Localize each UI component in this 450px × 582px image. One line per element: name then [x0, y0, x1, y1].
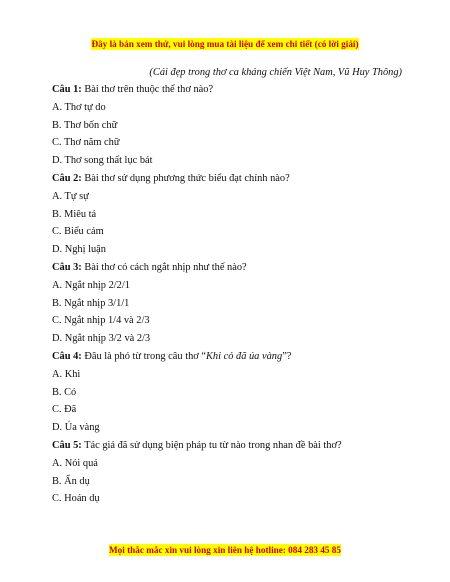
question-3	[52, 259, 412, 277]
preview-notice-banner	[0, 39, 450, 49]
question-text-after: ”?	[282, 350, 292, 362]
question-text-before: Đâu là phó từ trong câu thơ “	[84, 350, 206, 362]
question-text: Bài thơ sử dụng phương thức biểu đạt chính nào?	[84, 172, 290, 184]
question-4	[52, 348, 412, 366]
question-2	[52, 170, 412, 188]
option-5a: A. Nói quá	[52, 457, 98, 469]
option-1a: A. Thơ tự do	[52, 101, 106, 113]
option-2a: A. Tự sự	[52, 190, 89, 202]
option-5b: B. Ẩn dụ	[52, 475, 90, 487]
hotline-text: Mọi thắc mắc xin vui lòng xin liên hệ hotline: 084 283 45 85	[109, 545, 341, 555]
option-4d: D. Úa vàng	[52, 422, 100, 434]
option-4a: A. Khi	[52, 368, 81, 380]
option-5c: C. Hoán dụ	[52, 493, 100, 505]
quoted-verse: Khi cỏ đã úa vàng	[205, 350, 283, 362]
option-2b: B. Miêu tả	[52, 208, 97, 220]
hotline-banner	[0, 545, 450, 555]
option-3d: D. Ngắt nhịp 3/2 và 2/3	[52, 333, 151, 345]
question-1	[52, 81, 412, 99]
question-text: Bài thơ có cách ngắt nhịp như thế nào?	[84, 261, 247, 273]
question-5	[52, 437, 412, 455]
question-text: Tác giả đã sử dụng biện pháp tu từ nào trong nhan đề bài thơ?	[84, 439, 342, 451]
poem-source-subtitle: (Cái đẹp trong thơ ca kháng chiến Việt Nam, Vũ Huy Thông)	[149, 67, 402, 78]
question-number: Câu 5:	[52, 439, 82, 451]
option-3a: A. Ngắt nhịp 2/2/1	[52, 279, 130, 291]
question-number: Câu 4:	[52, 350, 82, 362]
option-2d: D. Nghị luận	[52, 244, 106, 256]
preview-notice-text: Đây là bản xem thử, vui lòng mua tài liệu để xem chi tiết (có lời giải)	[91, 39, 359, 49]
option-2c: C. Biểu cảm	[52, 226, 104, 238]
option-3b: B. Ngắt nhịp 3/1/1	[52, 297, 130, 309]
option-4b: B. Có	[52, 386, 77, 398]
option-1c: C. Thơ năm chữ	[52, 137, 120, 149]
question-number: Câu 3:	[52, 261, 82, 273]
question-list	[52, 81, 412, 508]
question-text: Bài thơ trên thuộc thể thơ nào?	[84, 84, 214, 95]
option-1b: B. Thơ bốn chữ	[52, 119, 118, 131]
option-4c: C. Đã	[52, 404, 77, 416]
question-number: Câu 1:	[52, 84, 82, 95]
question-number: Câu 2:	[52, 172, 82, 184]
option-3c: C. Ngắt nhịp 1/4 và 2/3	[52, 315, 150, 327]
option-1d: D. Thơ song thất lục bát	[52, 155, 153, 167]
